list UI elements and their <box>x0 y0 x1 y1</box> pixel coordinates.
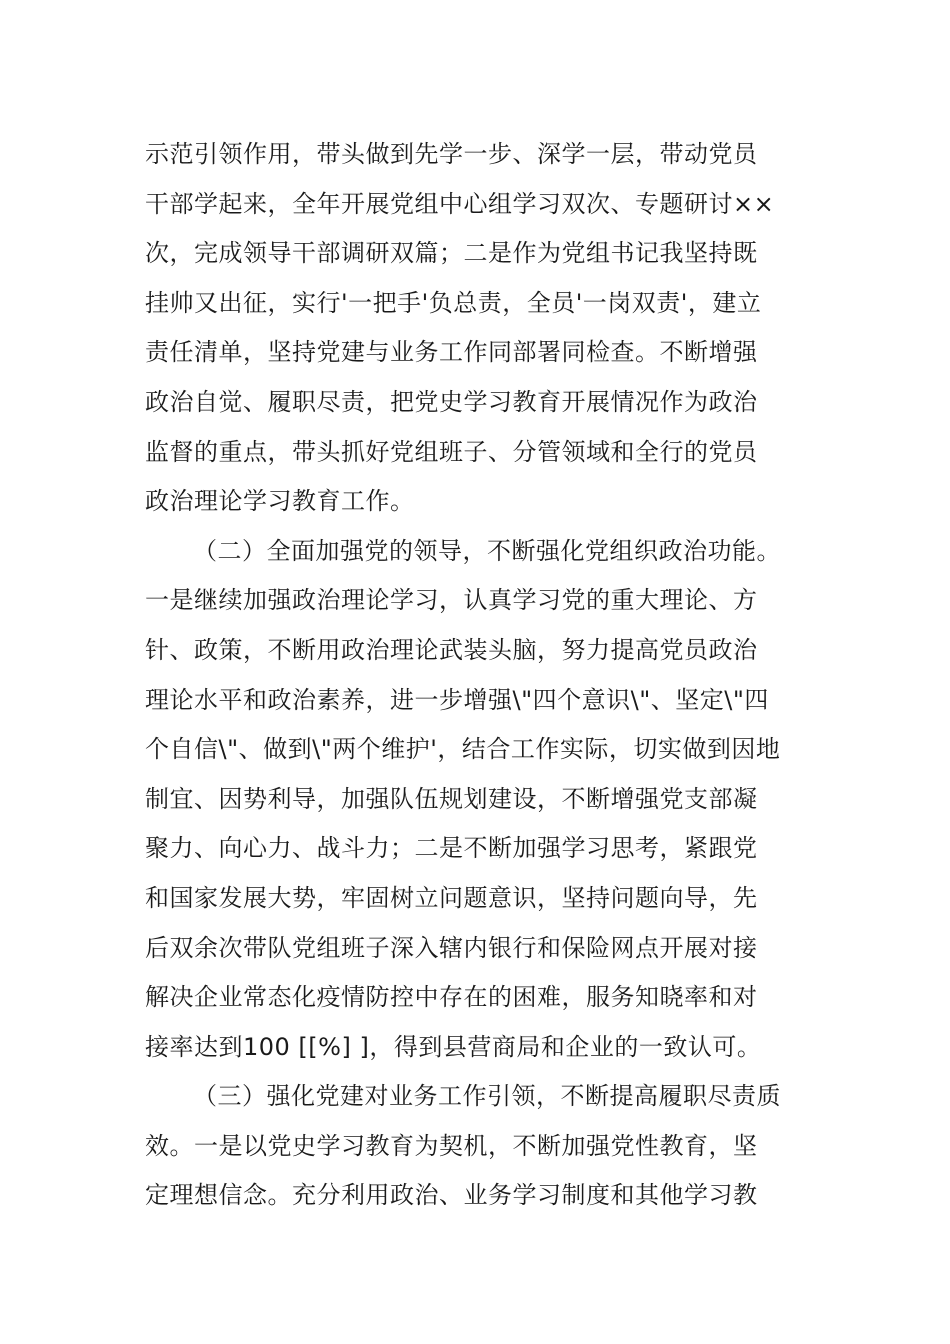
text-line: 接率达到100 [[%] ]，得到县营商局和企业的一致认可。 <box>145 1032 762 1061</box>
text-line: 后双余次带队党组班子深入辖内银行和保险网点开展对接 <box>145 933 758 962</box>
document-body <box>145 130 810 1221</box>
text-line: 监督的重点，带头抓好党组班子、分管领域和全行的党员 <box>145 437 758 466</box>
text-line: 针、政策，不断用政治理论武装头脑，努力提高党员政治 <box>145 635 758 664</box>
text-line: 示范引领作用，带头做到先学一步、深学一层，带动党员 <box>145 140 758 168</box>
text-line: 理论水平和政治素养，进一步增强\"四个意识\"、坚定\"四 <box>145 685 769 714</box>
text-line: 定理想信念。充分利用政治、业务学习制度和其他学习教 <box>145 1181 758 1210</box>
text-line: 政治自觉、履职尽责，把党史学习教育开展情况作为政治 <box>145 387 758 416</box>
text-line: 制宜、因势利导，加强队伍规划建设，不断增强党支部凝 <box>145 784 758 813</box>
text-line: 一是继续加强政治理论学习，认真学习党的重大理论、方 <box>145 586 758 615</box>
text-line: 和国家发展大势，牢固树立问题意识，坚持问题向导，先 <box>145 883 758 912</box>
text-line: 挂帅又出征，实行'一把手'负总责，全员'一岗双责'，建立 <box>145 288 762 317</box>
text-line: 解决企业常态化疫情防控中存在的困难，服务知晓率和对 <box>145 983 758 1012</box>
text-line: 次，完成领导干部调研双篇；二是作为党组书记我坚持既 <box>145 239 758 268</box>
section-heading-line: （三）强化党建对业务工作引领，不断提高履职尽责质 <box>193 1082 781 1111</box>
section-heading-line: （二）全面加强党的领导，不断强化党组织政治功能。 <box>193 536 781 565</box>
text-line: 效。一是以党史学习教育为契机，不断加强党性教育，坚 <box>145 1131 758 1160</box>
text-line: 个自信\"、做到\"两个维护'，结合工作实际，切实做到因地 <box>145 735 781 764</box>
text-line: 政治理论学习教育工作。 <box>145 487 415 516</box>
text-line: 责任清单，坚持党建与业务工作同部署同检查。不断增强 <box>145 338 758 367</box>
text-line: 聚力、向心力、战斗力；二是不断加强学习思考，紧跟党 <box>145 834 758 863</box>
text-line: 干部学起来，全年开展党组中心组学习双次、专题研讨×× <box>145 189 775 218</box>
